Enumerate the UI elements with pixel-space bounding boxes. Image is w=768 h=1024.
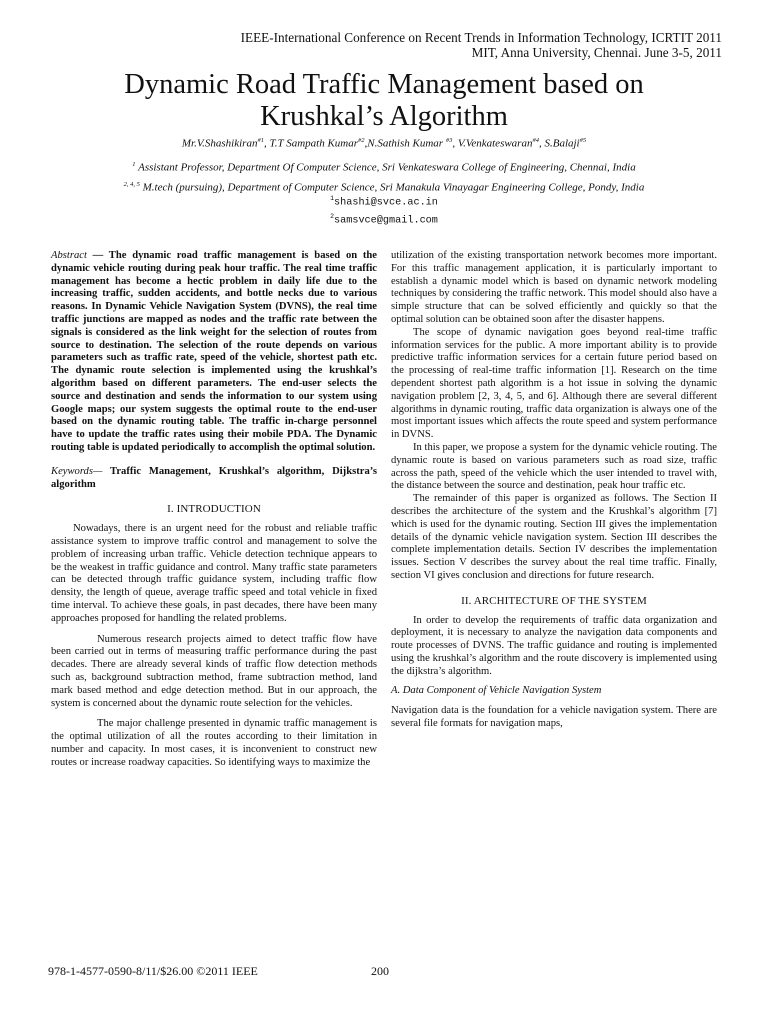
- title-line-1: Dynamic Road Traffic Management based on: [124, 69, 644, 100]
- abstract: [51, 250, 377, 455]
- footer-isbn: 978-1-4577-0590-8/11/$26.00 ©2011 IEEE: [48, 964, 258, 978]
- conference-line-1: IEEE-International Conference on Recent Trends in Information Technology, ICRTIT 2011: [240, 30, 722, 45]
- conference-header: [241, 30, 722, 60]
- page-number: 200: [371, 964, 389, 978]
- affiliation-2-text: M.tech (pursuing), Department of Computer Science, Sri Manakula Vinayagar Engineering College, Pondy, India: [142, 181, 645, 194]
- author-4-mark: #4: [532, 137, 539, 144]
- affiliation-1-text: Assistant Professor, Department Of Computer Science, Sri Venkateswara College of Engineering, Chennai, India: [138, 161, 636, 174]
- author-1-mark: #1: [257, 137, 264, 144]
- title-line-2: Krushkal’s Algorithm: [260, 101, 508, 132]
- keywords: [51, 466, 377, 492]
- keywords-label: Keywords—: [51, 465, 103, 477]
- section-heading-architecture: II. ARCHITECTURE OF THE SYSTEM: [461, 594, 647, 607]
- intro-paragraph-1: Nowadays, there is an urgent need for the robust and reliable traffic assistance system to improve traffic control and management to solve the problem of increasing urban traffic. Vehicle detection technique appears to be the weakest in traffic guidance and control. Many traffic state parameters can be detected through traffic guidance system, including traffic flow density, the length of queue, average traffic speed and total vehicle in fixed time interval. To achieve these goals, in past decades, there have been many approaches proposed for handling the related problems.: [51, 523, 377, 624]
- affiliation-1-mark: 1: [132, 161, 136, 168]
- abstract-label: Abstract: [51, 250, 87, 261]
- intro-paragraph-3: The major challenge presented in dynamic traffic management is the optimal utilization of all the routes according to their limitation in number and capacity. In most cases, it is inconvenient to construct new routes or increase roadway capacities. So identifying ways to maximize the: [51, 718, 377, 768]
- email-2-text[interactable]: samsvce@gmail.com: [333, 215, 438, 227]
- subsection-heading-data-component: A. Data Component of Vehicle Navigation System: [391, 684, 602, 696]
- body-paragraph-3: In this paper, we propose a system for the dynamic vehicle routing. The dynamic route is based on various parameters such as road size, traffic across the path, speed of the vehicle which the user intended to travel with, the distance between the source and destination, peak hour traffic etc.: [391, 441, 717, 492]
- keywords-text: Traffic Management, Krushkal’s algorithm, Dijkstra’s algorithm: [51, 465, 377, 490]
- affiliation-1: [40, 158, 728, 175]
- author-5: , S.Balaji: [538, 137, 580, 150]
- right-column: [391, 250, 717, 731]
- left-column: [51, 250, 377, 769]
- body-paragraph-5: In order to develop the requirements of traffic data organization and deployment, it is necessary to analyze the navigation data components and route processes of DVNS. The traffic guidance and routing is implemented using the krushkal’s algorithm and the route discovery is implemented using the dijkstra’s algorithm.: [391, 614, 717, 677]
- conference-line-2: MIT, Anna University, Chennai. June 3-5, 2011: [471, 45, 722, 60]
- intro-paragraph-2: Numerous research projects aimed to detect traffic flow have been carried out in terms of measuring traffic performance during the past decades. There are already several kinds of traffic flow detection methods such as, background subtraction method, frame subtraction method, land mark based method and edge detection method. But in our approach, the system is concerned about the dynamic route selection for the vehicles.: [51, 633, 377, 709]
- author-sep: ,: [263, 137, 270, 150]
- section-heading-introduction: I. INTRODUCTION: [167, 503, 261, 516]
- body-paragraph-4: The remainder of this paper is organized as follows. The Section II describes the architecture of the system and the Krushkal’s algorithm [7] which is used for the dynamic routing. Section III gives the implementation details of the dynamic vehicle navigation system. Section III describes the complete implementation details. Section IV describes the implementation issues. Section V describes the survey about the real time traffic. Finally, section VI gives conclusion and directions for future research.: [391, 493, 717, 581]
- abstract-text: — The dynamic road traffic management is based on the dynamic vehicle routing during peak hour traffic. The real time traffic management has become a hectic problem in daily life due to the increasing traffic, sudden accidents, and bottle necks due to various reasons. In Dynamic Vehicle Navigation System (DVNS), the real time traffic junctions are mapped as nodes and the traffic rate between the signals is considered as the link weight for the selection of routes from source to destination. The selection of the route depends on various parameters such as traffic rate, speed of the vehicle, shortest path etc. The dynamic route selection is implemented using the krushkal’s algorithm based on different parameters. The end-user selects the source and destination and sends the information to our system using Google maps; our system suggests the optimal route to the end-user based on the dynamic routing table. The traffic in-charge personnel have to update the traffic rates using their mobile PDA. The Dynamic routing table is updated periodically to accomplish the optimal solution.: [51, 250, 377, 453]
- author-2: T.T Sampath Kumar: [269, 137, 359, 150]
- email-1-text[interactable]: shashi@svce.ac.in: [333, 197, 438, 209]
- email-2[interactable]: [0, 213, 768, 226]
- affiliation-2-mark: 2, 4, 5: [123, 181, 140, 188]
- email-1-mark: 1: [330, 195, 334, 202]
- author-2-mark: #2: [358, 137, 365, 144]
- email-2-mark: 2: [330, 213, 334, 220]
- author-list: [40, 137, 728, 150]
- body-paragraph-6: Navigation data is the foundation for a vehicle navigation system. There are several file formats for navigation maps,: [391, 705, 717, 730]
- author-5-mark: #5: [579, 137, 587, 144]
- author-1: Mr.V.Shashikiran: [181, 137, 258, 150]
- body-paragraph-1: utilization of the existing transportation network becomes more important. For this traffic management application, it is particularly important to establish a dynamic model which is based on dynamic network modeling techniques by considering the traffic network. This model should also have a simple structure that can be solved efficiently and quickly so that the optimal solution can be obtained soon after the disaster happens.: [391, 250, 717, 325]
- email-1[interactable]: [0, 195, 768, 208]
- author-4: , V.Venkateswaran: [452, 137, 533, 150]
- author-3-mark: #3: [445, 137, 453, 144]
- affiliation-2: [40, 178, 728, 195]
- author-3: ,N.Sathish Kumar: [364, 137, 446, 150]
- paper-title: [40, 69, 728, 133]
- body-paragraph-2: The scope of dynamic navigation goes beyond real-time traffic information services for the public. A more important ability is to provide predictive traffic information services for a certain future period based on the processing of real-time traffic information [1]. Research on the time dependent shortest path algorithm is a hot issue in solving the dynamic navigation problem [2, 3, 4, 5, and 6]. Although there are several different algorithms in dynamic routing, traffic data organization is always one of the most important issues which affects the route speed and system performance in DVNS.: [391, 326, 717, 441]
